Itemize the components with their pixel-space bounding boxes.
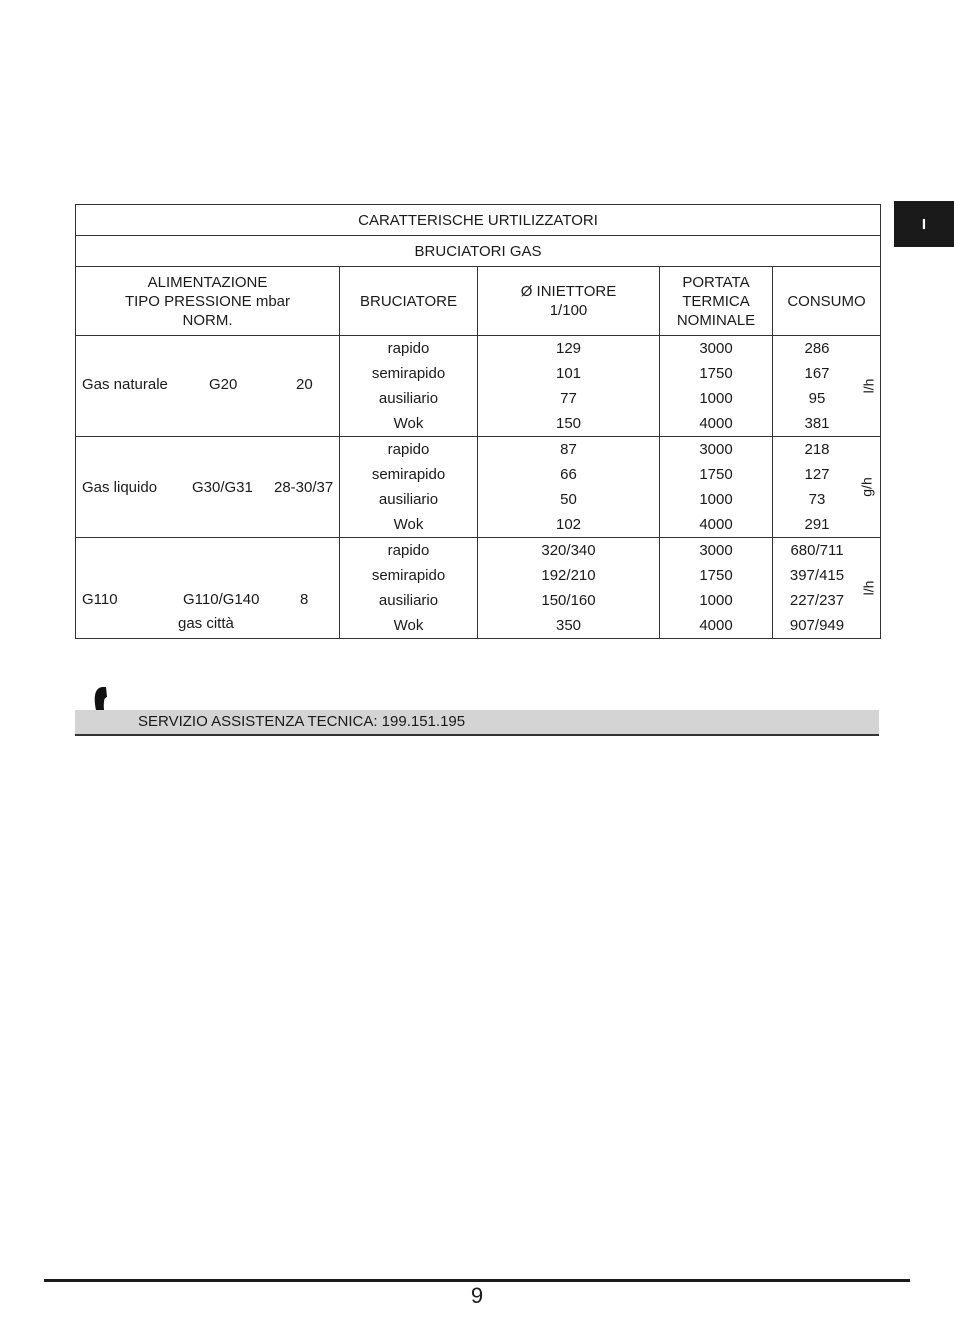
table-row (76, 538, 881, 639)
power-value: 1750 (699, 567, 733, 584)
footer-divider (44, 1279, 910, 1282)
header-injector (478, 267, 660, 336)
consumption-value: 218 (804, 441, 830, 458)
consumption-unit: l/h (860, 580, 877, 596)
header-injector-line: Ø INIETTORE (520, 283, 617, 300)
consumption-value: 227/237 (789, 592, 845, 609)
injector-value: 50 (560, 491, 577, 508)
consumption-value: 127 (804, 466, 830, 483)
injector-value: 192/210 (541, 567, 596, 584)
burner-name: Wok (393, 415, 424, 432)
injector-value: 350 (555, 617, 582, 634)
injector-value: 87 (560, 441, 577, 458)
gas-name: Gas liquido (82, 479, 158, 496)
consumption-value: 291 (804, 516, 830, 533)
burner-name: semirapido (371, 365, 446, 382)
injector-value: 320/340 (541, 542, 596, 559)
power-value: 1000 (699, 592, 733, 609)
burner-cell (340, 538, 478, 639)
power-value: 3000 (699, 542, 733, 559)
gas-pressure: 20 (296, 376, 313, 393)
injector-cell (478, 437, 660, 538)
injector-value: 129 (555, 340, 582, 357)
power-value: 1000 (699, 491, 733, 508)
header-power (660, 267, 773, 336)
table-row (76, 437, 881, 538)
header-supply-line: TIPO PRESSIONE mbar (124, 292, 291, 310)
burner-name: Wok (393, 516, 424, 533)
consumption-value: 680/711 (790, 542, 844, 559)
gas-pressure: 28-30/37 (274, 479, 334, 496)
header-power-line: PORTATA (682, 273, 750, 291)
injector-value: 150/160 (541, 592, 596, 609)
power-value: 4000 (699, 516, 733, 533)
consumption-cell (773, 538, 881, 639)
power-value: 3000 (699, 340, 733, 357)
burner-name: rapido (387, 542, 430, 559)
consumption-value: 286 (804, 340, 830, 357)
header-power-line: NOMINALE (676, 311, 756, 329)
burner-name: Wok (393, 617, 424, 634)
consumption-value: 95 (808, 390, 826, 407)
power-value: 1750 (699, 466, 733, 483)
header-injector-line: 1/100 (549, 302, 588, 319)
injector-cell (478, 336, 660, 437)
burner-cell (340, 437, 478, 538)
service-banner (75, 710, 879, 736)
service-text: SERVIZIO ASSISTENZA TECNICA: 199.151.195 (138, 713, 466, 730)
burner-name: ausiliario (378, 491, 439, 508)
power-value: 4000 (699, 617, 733, 634)
header-burner: BRUCIATORE (340, 267, 478, 336)
burner-cell (340, 336, 478, 437)
power-value: 4000 (699, 415, 733, 432)
burner-specs-table (75, 204, 881, 639)
power-value: 1750 (699, 365, 733, 382)
consumption-unit: g/h (858, 477, 875, 497)
language-tab: I (894, 201, 954, 247)
burner-name: ausiliario (378, 390, 439, 407)
consumption-value: 397/415 (789, 567, 845, 584)
gas-type: G20 (209, 376, 238, 393)
consumption-value: 381 (804, 415, 830, 432)
header-supply-line: ALIMENTAZIONE (147, 273, 268, 291)
supply-cell (76, 437, 340, 538)
consumption-cell (773, 437, 881, 538)
injector-value: 102 (555, 516, 582, 533)
power-cell (660, 538, 773, 639)
header-power-line: TERMICA (682, 292, 750, 310)
header-supply-line: NORM. (182, 311, 233, 329)
consumption-value: 167 (804, 365, 830, 382)
table-subtitle: BRUCIATORI GAS (76, 236, 881, 267)
table-title: CARATTERISCHE URTILIZZATORI (76, 205, 881, 236)
burner-name: semirapido (371, 567, 446, 584)
power-value: 1000 (699, 390, 733, 407)
burner-name: ausiliario (378, 592, 439, 609)
injector-cell (478, 538, 660, 639)
supply-cell (76, 336, 340, 437)
page-number: 9 (470, 1283, 484, 1308)
injector-value: 150 (555, 415, 582, 432)
gas-name: Gas naturale (82, 376, 168, 393)
gas-type: G30/G31 (192, 479, 253, 496)
injector-value: 101 (555, 365, 582, 382)
gas-name: G110 (82, 591, 118, 608)
injector-value: 77 (560, 390, 577, 407)
burner-name: rapido (387, 441, 430, 458)
consumption-unit: l/h (860, 378, 877, 394)
consumption-cell (773, 336, 881, 437)
header-consumption: CONSUMO (773, 267, 881, 336)
gas-type: G110/G140 (183, 591, 260, 608)
gas-pressure: 8 (300, 591, 309, 608)
table-row (76, 336, 881, 437)
consumption-value: 73 (808, 491, 826, 508)
burner-name: semirapido (371, 466, 446, 483)
power-cell (660, 336, 773, 437)
power-value: 3000 (699, 441, 733, 458)
power-cell (660, 437, 773, 538)
gas-extra: gas città (178, 615, 234, 632)
header-supply (76, 267, 340, 336)
consumption-value: 907/949 (789, 617, 845, 634)
burner-name: rapido (387, 340, 430, 357)
injector-value: 66 (560, 466, 577, 483)
supply-cell (76, 538, 340, 639)
